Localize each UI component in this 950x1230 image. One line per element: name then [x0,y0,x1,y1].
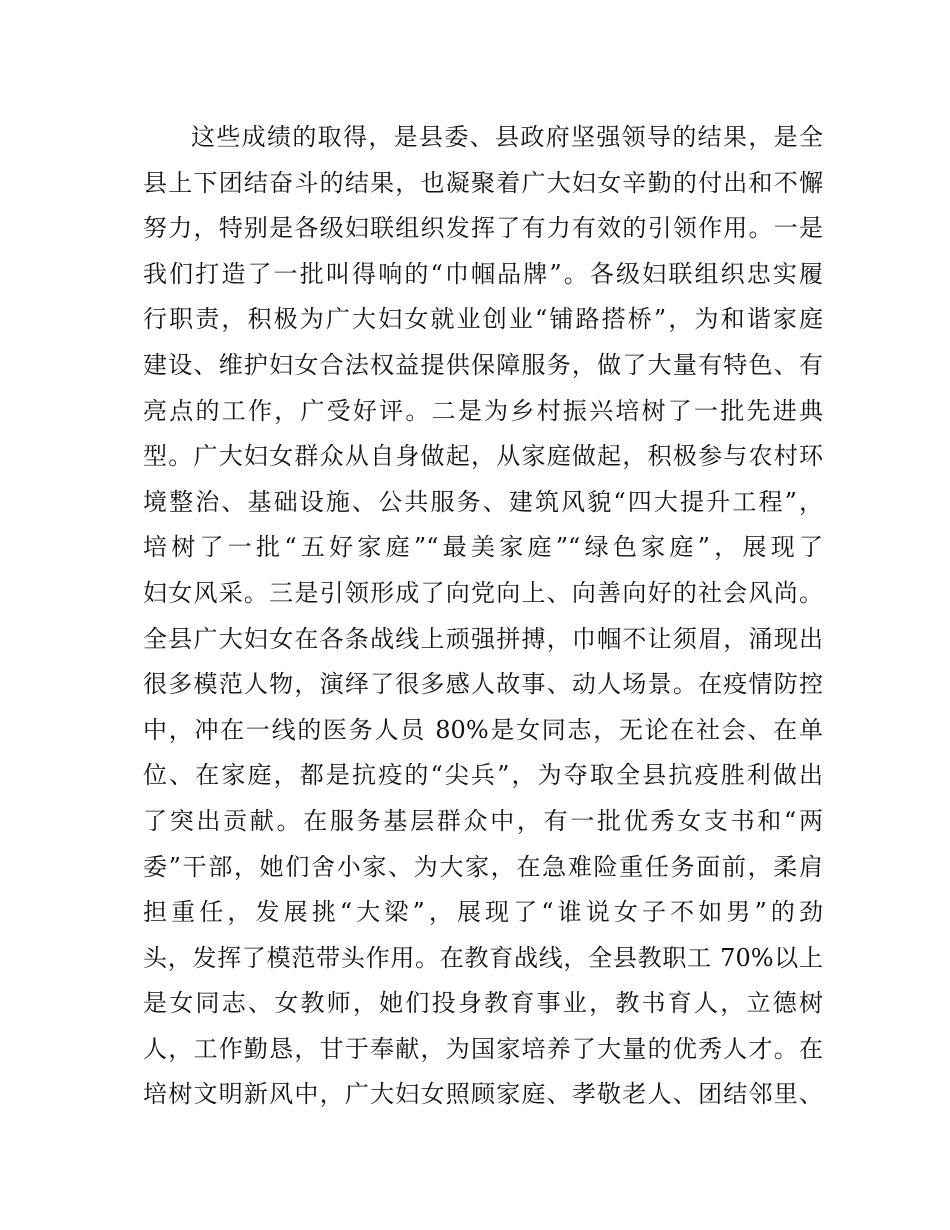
text-line: 亮点的工作，广受好评。二是为乡村振兴培树了一批先进典 [143,396,823,425]
text-line: 头，发挥了模范带头作用。在教育战线，全县教职工 70%以上 [143,943,823,972]
text-line: 委”干部，她们舍小家、为大家，在急难险重任务面前，柔肩 [143,852,823,881]
text-line: 全县广大妇女在各条战线上顽强拼搏，巾帼不让须眉，涌现出 [143,624,823,653]
text-line: 型。广大妇女群众从自身做起，从家庭做起，积极参与农村环 [143,442,823,471]
text-line: 位、在家庭，都是抗疫的“尖兵”，为夺取全县抗疫胜利做出 [143,761,823,790]
text-line: 中，冲在一线的医务人员 80%是女同志，无论在社会、在单 [143,715,823,744]
text-line: 我们打造了一批叫得响的“巾帼品牌”。各级妇联组织忠实履 [143,259,823,288]
text-line: 建设、维护妇女合法权益提供保障服务，做了大量有特色、有 [143,350,823,379]
text-line: 是女同志、女教师，她们投身教育事业，教书育人，立德树 [143,989,823,1018]
text-line: 这些成绩的取得，是县委、县政府坚强领导的结果，是全 [191,123,823,151]
text-line: 县上下团结奋斗的结果，也凝聚着广大妇女辛勤的付出和不懈 [143,168,823,197]
text-line: 培树文明新风中，广大妇女照顾家庭、孝敬老人、团结邻里、 [143,1080,823,1109]
text-line: 很多模范人物，演绎了很多感人故事、动人场景。在疫情防控 [143,670,823,699]
text-line: 担重任，发展挑“大梁”，展现了“谁说女子不如男”的劲 [143,898,823,927]
text-line: 人，工作勤恳，甘于奉献，为国家培养了大量的优秀人才。在 [143,1034,823,1063]
body-paragraph [143,115,823,1118]
text-line: 了突出贡献。在服务基层群众中，有一批优秀女支书和“两 [143,806,823,835]
text-line: 行职责，积极为广大妇女就业创业“铺路搭桥”，为和谐家庭 [143,305,823,334]
text-line: 妇女风采。三是引领形成了向党向上、向善向好的社会风尚。 [143,578,823,607]
text-line: 努力，特别是各级妇联组织发挥了有力有效的引领作用。一是 [143,214,823,243]
text-line: 培树了一批“五好家庭”“最美家庭”“绿色家庭”，展现了 [143,533,823,562]
text-line: 境整治、基础设施、公共服务、建筑风貌“四大提升工程”， [143,487,823,516]
